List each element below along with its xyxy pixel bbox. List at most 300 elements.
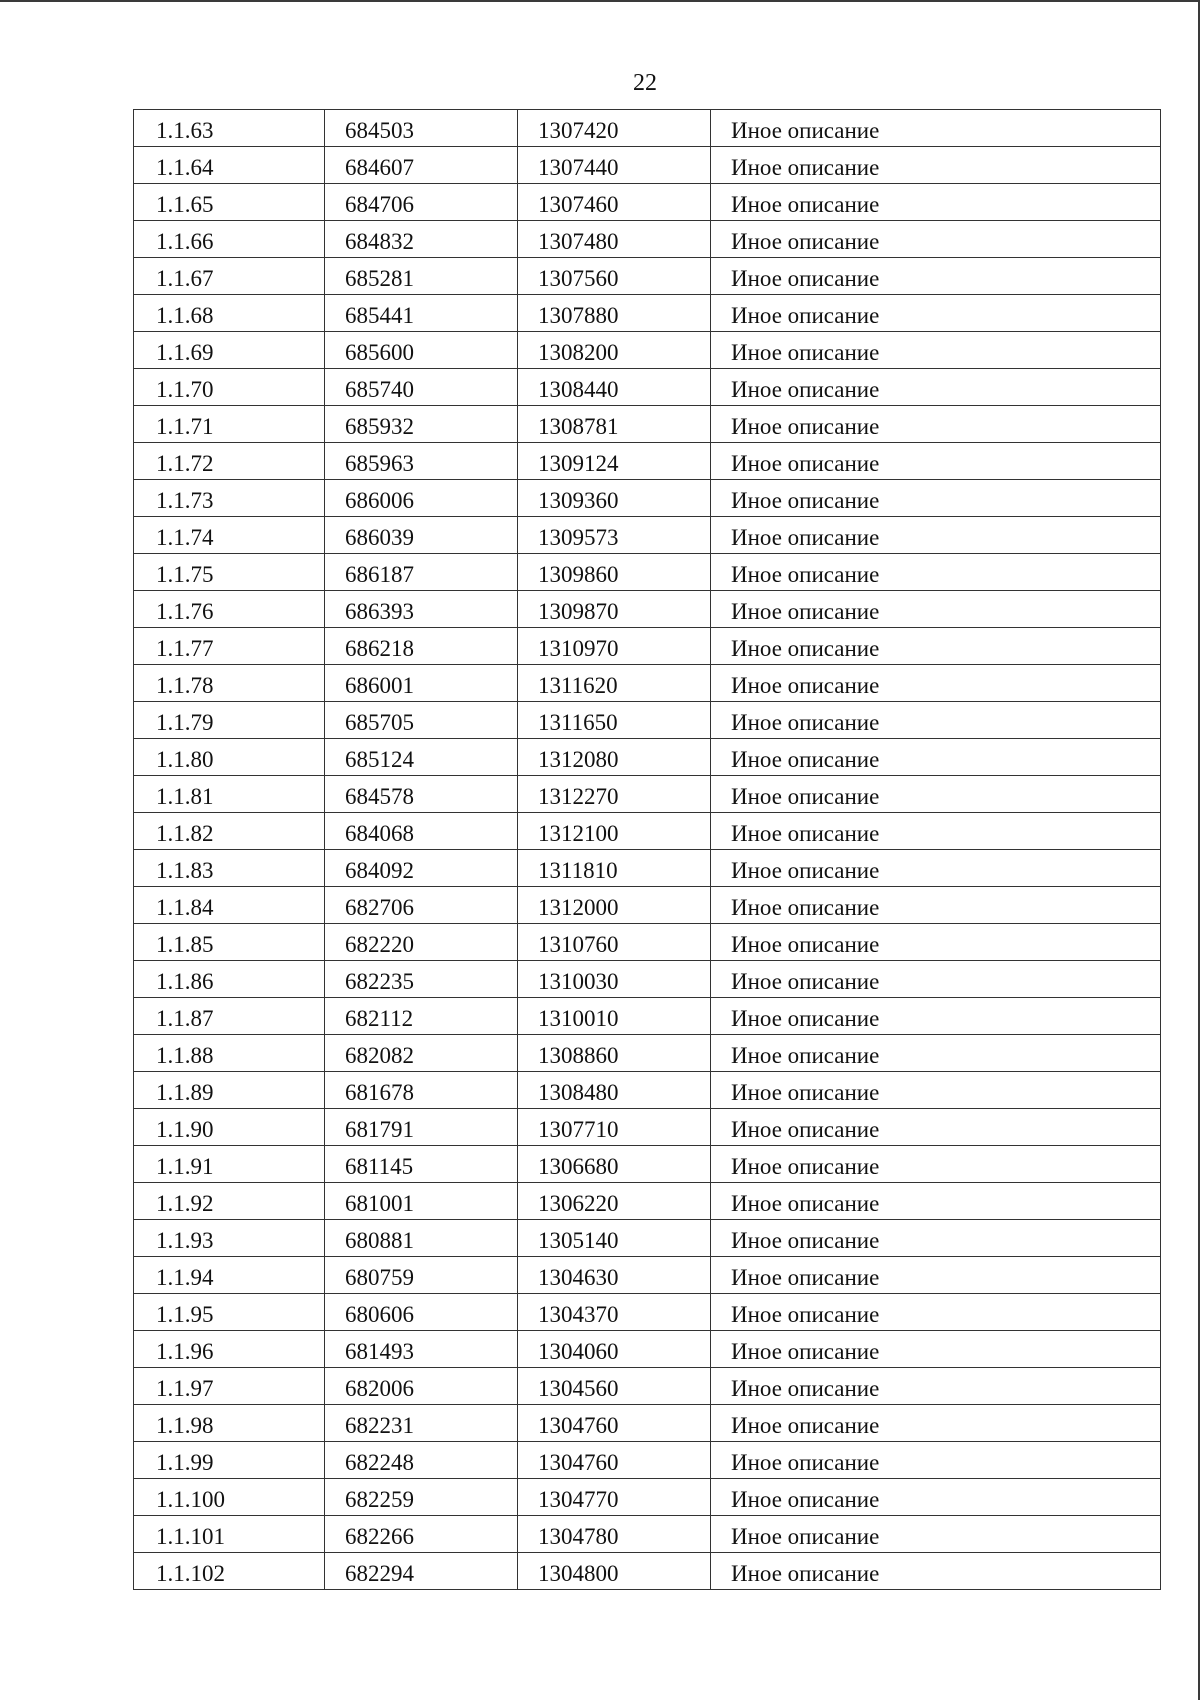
table-row <box>134 147 1161 184</box>
x-coordinate-cell <box>325 702 518 739</box>
description-cell <box>711 924 1161 961</box>
description-text: Иное описание <box>731 673 880 698</box>
x-coordinate-cell <box>325 887 518 924</box>
table-row <box>134 1072 1161 1109</box>
y-coordinate-text: 1308860 <box>538 1043 619 1068</box>
point-number-text: 1.1.90 <box>156 1117 214 1142</box>
y-coordinate-cell <box>518 554 711 591</box>
point-number-cell <box>134 332 325 369</box>
point-number-cell <box>134 887 325 924</box>
x-coordinate-cell <box>325 998 518 1035</box>
description-text: Иное описание <box>731 562 880 587</box>
y-coordinate-text: 1304760 <box>538 1413 619 1438</box>
x-coordinate-text: 686393 <box>345 599 414 624</box>
point-number-cell <box>134 1072 325 1109</box>
description-text: Иное описание <box>731 266 880 291</box>
x-coordinate-text: 682006 <box>345 1376 414 1401</box>
y-coordinate-text: 1309360 <box>538 488 619 513</box>
x-coordinate-text: 685281 <box>345 266 414 291</box>
x-coordinate-cell <box>325 924 518 961</box>
x-coordinate-text: 682294 <box>345 1561 414 1586</box>
description-text: Иное описание <box>731 377 880 402</box>
description-cell <box>711 702 1161 739</box>
y-coordinate-cell <box>518 1553 711 1590</box>
description-text: Иное описание <box>731 1043 880 1068</box>
description-text: Иное описание <box>731 1228 880 1253</box>
y-coordinate-cell <box>518 369 711 406</box>
y-coordinate-cell <box>518 258 711 295</box>
table-row <box>134 1516 1161 1553</box>
y-coordinate-text: 1306680 <box>538 1154 619 1179</box>
point-number-text: 1.1.77 <box>156 636 214 661</box>
description-text: Иное описание <box>731 1302 880 1327</box>
point-number-text: 1.1.96 <box>156 1339 214 1364</box>
y-coordinate-text: 1309124 <box>538 451 619 476</box>
x-coordinate-text: 685740 <box>345 377 414 402</box>
table-row <box>134 221 1161 258</box>
y-coordinate-text: 1310030 <box>538 969 619 994</box>
x-coordinate-text: 685963 <box>345 451 414 476</box>
point-number-cell <box>134 961 325 998</box>
y-coordinate-cell <box>518 1183 711 1220</box>
table-row <box>134 406 1161 443</box>
description-text: Иное описание <box>731 1413 880 1438</box>
description-cell <box>711 776 1161 813</box>
point-number-text: 1.1.94 <box>156 1265 214 1290</box>
table-row <box>134 1294 1161 1331</box>
y-coordinate-cell <box>518 887 711 924</box>
point-number-text: 1.1.81 <box>156 784 214 809</box>
table-row <box>134 480 1161 517</box>
y-coordinate-text: 1307480 <box>538 229 619 254</box>
point-number-text: 1.1.79 <box>156 710 214 735</box>
y-coordinate-cell <box>518 739 711 776</box>
description-text: Иное описание <box>731 414 880 439</box>
description-text: Иное описание <box>731 1524 880 1549</box>
point-number-cell <box>134 1479 325 1516</box>
x-coordinate-cell <box>325 1257 518 1294</box>
description-text: Иное описание <box>731 229 880 254</box>
description-cell <box>711 1368 1161 1405</box>
x-coordinate-cell <box>325 628 518 665</box>
coordinates-table-body <box>134 110 1161 1590</box>
description-cell <box>711 961 1161 998</box>
description-cell <box>711 147 1161 184</box>
description-cell <box>711 517 1161 554</box>
point-number-cell <box>134 813 325 850</box>
point-number-cell <box>134 406 325 443</box>
x-coordinate-text: 684832 <box>345 229 414 254</box>
x-coordinate-cell <box>325 1072 518 1109</box>
x-coordinate-text: 682259 <box>345 1487 414 1512</box>
y-coordinate-text: 1307440 <box>538 155 619 180</box>
description-text: Иное описание <box>731 821 880 846</box>
x-coordinate-text: 684578 <box>345 784 414 809</box>
x-coordinate-cell <box>325 813 518 850</box>
point-number-text: 1.1.88 <box>156 1043 214 1068</box>
description-text: Иное описание <box>731 969 880 994</box>
table-row <box>134 1479 1161 1516</box>
x-coordinate-cell <box>325 480 518 517</box>
description-text: Иное описание <box>731 1154 880 1179</box>
x-coordinate-cell <box>325 369 518 406</box>
description-cell <box>711 1220 1161 1257</box>
y-coordinate-text: 1309860 <box>538 562 619 587</box>
y-coordinate-text: 1307460 <box>538 192 619 217</box>
point-number-cell <box>134 1442 325 1479</box>
description-cell <box>711 850 1161 887</box>
table-row <box>134 1257 1161 1294</box>
description-text: Иное описание <box>731 895 880 920</box>
y-coordinate-text: 1304560 <box>538 1376 619 1401</box>
point-number-cell <box>134 295 325 332</box>
x-coordinate-cell <box>325 258 518 295</box>
table-row <box>134 110 1161 147</box>
table-row <box>134 850 1161 887</box>
x-coordinate-text: 680759 <box>345 1265 414 1290</box>
page-number: 22 <box>633 70 657 96</box>
x-coordinate-cell <box>325 591 518 628</box>
point-number-cell <box>134 1220 325 1257</box>
y-coordinate-cell <box>518 1257 711 1294</box>
y-coordinate-text: 1307880 <box>538 303 619 328</box>
point-number-cell <box>134 739 325 776</box>
table-row <box>134 1035 1161 1072</box>
point-number-text: 1.1.74 <box>156 525 214 550</box>
y-coordinate-cell <box>518 702 711 739</box>
point-number-cell <box>134 110 325 147</box>
x-coordinate-cell <box>325 1146 518 1183</box>
description-text: Иное описание <box>731 710 880 735</box>
description-text: Иное описание <box>731 1339 880 1364</box>
point-number-cell <box>134 998 325 1035</box>
point-number-text: 1.1.93 <box>156 1228 214 1253</box>
x-coordinate-text: 686218 <box>345 636 414 661</box>
description-text: Иное описание <box>731 1191 880 1216</box>
x-coordinate-text: 680881 <box>345 1228 414 1253</box>
point-number-text: 1.1.100 <box>156 1487 225 1512</box>
description-cell <box>711 1405 1161 1442</box>
x-coordinate-text: 682112 <box>345 1006 414 1031</box>
x-coordinate-cell <box>325 1331 518 1368</box>
point-number-text: 1.1.71 <box>156 414 214 439</box>
table-row <box>134 776 1161 813</box>
description-cell <box>711 480 1161 517</box>
point-number-cell <box>134 1294 325 1331</box>
x-coordinate-text: 685124 <box>345 747 414 772</box>
point-number-cell <box>134 665 325 702</box>
x-coordinate-text: 685441 <box>345 303 414 328</box>
point-number-cell <box>134 850 325 887</box>
point-number-cell <box>134 591 325 628</box>
point-number-text: 1.1.89 <box>156 1080 214 1105</box>
point-number-cell <box>134 1368 325 1405</box>
point-number-cell <box>134 1331 325 1368</box>
y-coordinate-text: 1304760 <box>538 1450 619 1475</box>
point-number-text: 1.1.87 <box>156 1006 214 1031</box>
y-coordinate-cell <box>518 591 711 628</box>
point-number-cell <box>134 628 325 665</box>
description-cell <box>711 295 1161 332</box>
y-coordinate-cell <box>518 480 711 517</box>
description-text: Иное описание <box>731 118 880 143</box>
table-row <box>134 1368 1161 1405</box>
description-cell <box>711 1072 1161 1109</box>
description-cell <box>711 554 1161 591</box>
y-coordinate-cell <box>518 147 711 184</box>
y-coordinate-text: 1309870 <box>538 599 619 624</box>
table-row <box>134 1553 1161 1590</box>
x-coordinate-text: 684068 <box>345 821 414 846</box>
x-coordinate-text: 680606 <box>345 1302 414 1327</box>
table-row <box>134 1183 1161 1220</box>
x-coordinate-text: 682248 <box>345 1450 414 1475</box>
x-coordinate-cell <box>325 739 518 776</box>
description-cell <box>711 1109 1161 1146</box>
description-text: Иное описание <box>731 1080 880 1105</box>
point-number-text: 1.1.78 <box>156 673 214 698</box>
point-number-cell <box>134 517 325 554</box>
point-number-cell <box>134 1516 325 1553</box>
y-coordinate-cell <box>518 1442 711 1479</box>
point-number-cell <box>134 480 325 517</box>
description-cell <box>711 628 1161 665</box>
description-text: Иное описание <box>731 525 880 550</box>
x-coordinate-cell <box>325 1405 518 1442</box>
description-text: Иное описание <box>731 636 880 661</box>
x-coordinate-cell <box>325 1183 518 1220</box>
coordinates-table <box>133 109 1161 1590</box>
y-coordinate-text: 1304630 <box>538 1265 619 1290</box>
description-text: Иное описание <box>731 932 880 957</box>
x-coordinate-cell <box>325 1368 518 1405</box>
table-row <box>134 517 1161 554</box>
y-coordinate-text: 1304060 <box>538 1339 619 1364</box>
y-coordinate-cell <box>518 443 711 480</box>
point-number-text: 1.1.97 <box>156 1376 214 1401</box>
point-number-cell <box>134 258 325 295</box>
y-coordinate-cell <box>518 1035 711 1072</box>
table-row <box>134 591 1161 628</box>
x-coordinate-cell <box>325 443 518 480</box>
description-text: Иное описание <box>731 488 880 513</box>
table-row <box>134 1109 1161 1146</box>
point-number-text: 1.1.82 <box>156 821 214 846</box>
x-coordinate-text: 686187 <box>345 562 414 587</box>
point-number-text: 1.1.98 <box>156 1413 214 1438</box>
y-coordinate-cell <box>518 517 711 554</box>
description-cell <box>711 813 1161 850</box>
description-cell <box>711 258 1161 295</box>
x-coordinate-cell <box>325 1109 518 1146</box>
point-number-cell <box>134 1109 325 1146</box>
description-text: Иное описание <box>731 1117 880 1142</box>
y-coordinate-text: 1307560 <box>538 266 619 291</box>
x-coordinate-text: 682220 <box>345 932 414 957</box>
y-coordinate-text: 1305140 <box>538 1228 619 1253</box>
point-number-cell <box>134 554 325 591</box>
description-cell <box>711 887 1161 924</box>
x-coordinate-cell <box>325 406 518 443</box>
table-row <box>134 665 1161 702</box>
y-coordinate-cell <box>518 1109 711 1146</box>
x-coordinate-cell <box>325 295 518 332</box>
y-coordinate-text: 1304370 <box>538 1302 619 1327</box>
x-coordinate-cell <box>325 554 518 591</box>
x-coordinate-text: 684503 <box>345 118 414 143</box>
point-number-cell <box>134 924 325 961</box>
description-cell <box>711 221 1161 258</box>
y-coordinate-cell <box>518 665 711 702</box>
x-coordinate-text: 684092 <box>345 858 414 883</box>
point-number-cell <box>134 1553 325 1590</box>
x-coordinate-cell <box>325 184 518 221</box>
x-coordinate-cell <box>325 776 518 813</box>
description-text: Иное описание <box>731 155 880 180</box>
y-coordinate-cell <box>518 628 711 665</box>
point-number-cell <box>134 776 325 813</box>
point-number-text: 1.1.70 <box>156 377 214 402</box>
table-row <box>134 1442 1161 1479</box>
y-coordinate-text: 1312270 <box>538 784 619 809</box>
table-row <box>134 1405 1161 1442</box>
y-coordinate-text: 1312080 <box>538 747 619 772</box>
x-coordinate-text: 682706 <box>345 895 414 920</box>
x-coordinate-text: 684706 <box>345 192 414 217</box>
x-coordinate-text: 681001 <box>345 1191 414 1216</box>
point-number-text: 1.1.73 <box>156 488 214 513</box>
x-coordinate-cell <box>325 1035 518 1072</box>
description-cell <box>711 1442 1161 1479</box>
description-text: Иное описание <box>731 1376 880 1401</box>
x-coordinate-text: 685932 <box>345 414 414 439</box>
point-number-text: 1.1.85 <box>156 932 214 957</box>
y-coordinate-text: 1311620 <box>538 673 618 698</box>
y-coordinate-cell <box>518 1294 711 1331</box>
y-coordinate-text: 1312000 <box>538 895 619 920</box>
x-coordinate-cell <box>325 665 518 702</box>
table-row <box>134 887 1161 924</box>
y-coordinate-cell <box>518 1220 711 1257</box>
description-cell <box>711 1146 1161 1183</box>
y-coordinate-cell <box>518 1405 711 1442</box>
description-cell <box>711 369 1161 406</box>
y-coordinate-cell <box>518 924 711 961</box>
y-coordinate-cell <box>518 961 711 998</box>
x-coordinate-text: 686039 <box>345 525 414 550</box>
table-row <box>134 739 1161 776</box>
description-cell <box>711 443 1161 480</box>
point-number-cell <box>134 1405 325 1442</box>
x-coordinate-text: 682082 <box>345 1043 414 1068</box>
y-coordinate-text: 1304770 <box>538 1487 619 1512</box>
y-coordinate-text: 1312100 <box>538 821 619 846</box>
x-coordinate-cell <box>325 1479 518 1516</box>
y-coordinate-cell <box>518 850 711 887</box>
y-coordinate-cell <box>518 1479 711 1516</box>
x-coordinate-text: 686006 <box>345 488 414 513</box>
point-number-text: 1.1.64 <box>156 155 214 180</box>
y-coordinate-text: 1310970 <box>538 636 619 661</box>
description-cell <box>711 110 1161 147</box>
description-text: Иное описание <box>731 1561 880 1586</box>
point-number-text: 1.1.76 <box>156 599 214 624</box>
point-number-text: 1.1.69 <box>156 340 214 365</box>
point-number-text: 1.1.75 <box>156 562 214 587</box>
x-coordinate-cell <box>325 961 518 998</box>
x-coordinate-text: 681678 <box>345 1080 414 1105</box>
description-cell <box>711 1183 1161 1220</box>
description-text: Иное описание <box>731 858 880 883</box>
description-cell <box>711 1479 1161 1516</box>
table-row <box>134 554 1161 591</box>
point-number-text: 1.1.63 <box>156 118 214 143</box>
point-number-text: 1.1.67 <box>156 266 214 291</box>
table-row <box>134 702 1161 739</box>
x-coordinate-text: 681145 <box>345 1154 414 1179</box>
y-coordinate-cell <box>518 1072 711 1109</box>
description-cell <box>711 1516 1161 1553</box>
y-coordinate-text: 1308781 <box>538 414 619 439</box>
description-text: Иное описание <box>731 340 880 365</box>
description-text: Иное описание <box>731 1006 880 1031</box>
x-coordinate-cell <box>325 110 518 147</box>
description-cell <box>711 998 1161 1035</box>
description-text: Иное описание <box>731 303 880 328</box>
y-coordinate-text: 1310760 <box>538 932 619 957</box>
point-number-text: 1.1.72 <box>156 451 214 476</box>
x-coordinate-cell <box>325 517 518 554</box>
x-coordinate-cell <box>325 332 518 369</box>
point-number-text: 1.1.92 <box>156 1191 214 1216</box>
point-number-text: 1.1.68 <box>156 303 214 328</box>
y-coordinate-text: 1311810 <box>538 858 618 883</box>
point-number-text: 1.1.99 <box>156 1450 214 1475</box>
point-number-cell <box>134 184 325 221</box>
x-coordinate-cell <box>325 147 518 184</box>
y-coordinate-cell <box>518 406 711 443</box>
point-number-text: 1.1.83 <box>156 858 214 883</box>
x-coordinate-text: 685705 <box>345 710 414 735</box>
point-number-cell <box>134 1257 325 1294</box>
point-number-text: 1.1.101 <box>156 1524 225 1549</box>
y-coordinate-cell <box>518 332 711 369</box>
y-coordinate-cell <box>518 1516 711 1553</box>
point-number-text: 1.1.84 <box>156 895 214 920</box>
point-number-cell <box>134 221 325 258</box>
y-coordinate-text: 1308480 <box>538 1080 619 1105</box>
point-number-cell <box>134 1146 325 1183</box>
description-cell <box>711 1257 1161 1294</box>
y-coordinate-cell <box>518 1146 711 1183</box>
x-coordinate-cell <box>325 1553 518 1590</box>
x-coordinate-cell <box>325 850 518 887</box>
x-coordinate-text: 681791 <box>345 1117 414 1142</box>
x-coordinate-cell <box>325 1516 518 1553</box>
table-row <box>134 1220 1161 1257</box>
description-cell <box>711 1331 1161 1368</box>
description-cell <box>711 406 1161 443</box>
y-coordinate-text: 1307420 <box>538 118 619 143</box>
point-number-cell <box>134 1035 325 1072</box>
description-cell <box>711 665 1161 702</box>
y-coordinate-cell <box>518 295 711 332</box>
description-text: Иное описание <box>731 1265 880 1290</box>
x-coordinate-cell <box>325 1294 518 1331</box>
y-coordinate-cell <box>518 110 711 147</box>
point-number-text: 1.1.86 <box>156 969 214 994</box>
point-number-text: 1.1.65 <box>156 192 214 217</box>
